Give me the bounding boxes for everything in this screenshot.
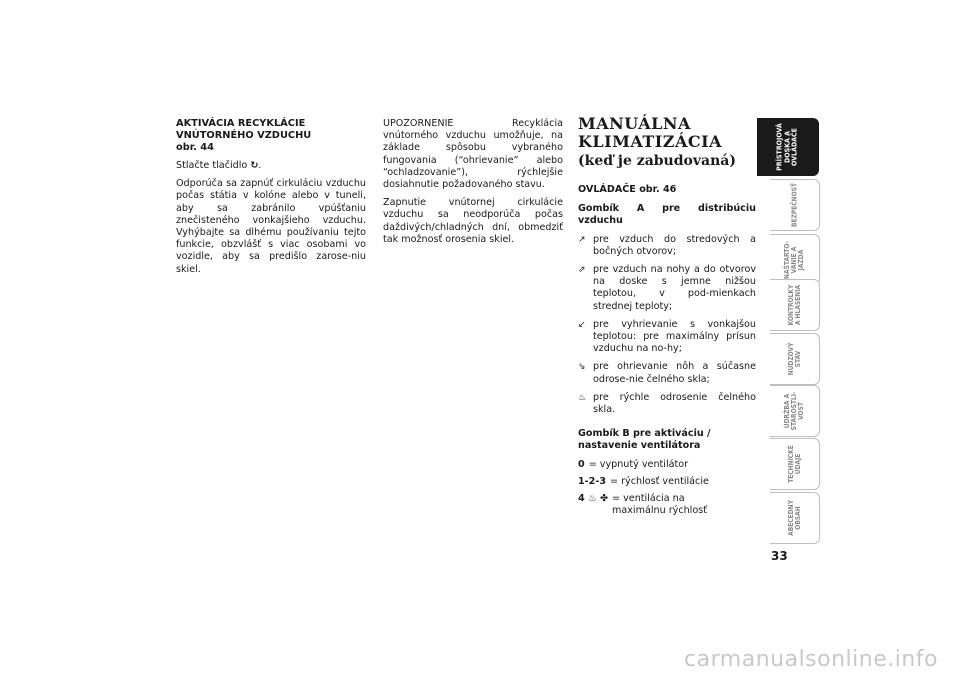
heading-line-1: AKTIVÁCIA RECYKLÁCIE <box>176 118 306 129</box>
knob-a-item <box>578 361 756 385</box>
knob-b-item <box>578 459 756 471</box>
knob-a-item <box>578 392 756 416</box>
recirculation-heading <box>176 118 366 154</box>
recirculation-icon: ↻ <box>250 160 259 171</box>
knob-b-item-text: = vypnutý ventilátor <box>588 458 689 470</box>
knob-b-item <box>578 476 756 488</box>
tab-label: PRÍSTROJOVÁ DOSKA A OVLÁDAČE <box>775 123 799 171</box>
note-text: UPOZORNENIE Recyklácia vnútorného vzduchu umožňuje, na základe spôsobu vybraného fungovania (“ohrievanie” alebo “ochladzovanie”), rýchlejšie dosiahnutie požadovaného stavu. <box>383 118 563 191</box>
knob-b-item-label: 1-2-3 <box>578 475 606 487</box>
press-end: . <box>258 160 262 171</box>
feet-windshield-icon: ⇘ <box>578 362 586 373</box>
tab-safety[interactable] <box>770 179 820 231</box>
knob-b-item-text: = ventilácia na maximálnu rýchlosť <box>612 493 707 517</box>
tab-emergency[interactable] <box>770 333 820 385</box>
figure-reference: obr. 44 <box>176 142 214 153</box>
knob-a-item-text: pre vzduch na nohy a do otvorov na doske s jemne nižšou teplotou, v pod-mienkach strednej teploty; <box>593 264 756 312</box>
tab-label: ÚDRŽBA A STAROSTLI- VOSŤ <box>782 391 806 431</box>
tab-label: TECHNICKÉ ÚDAJE <box>786 445 802 483</box>
tab-technical-data[interactable] <box>770 438 820 490</box>
knob-b-item-label-group <box>578 493 608 517</box>
tab-index[interactable] <box>770 492 820 544</box>
knob-b-heading-line-2: nastavenie ventilátora <box>578 440 701 452</box>
tab-label: BEZPEČNOSŤ <box>789 183 798 227</box>
manual-climate-section <box>578 115 756 522</box>
title-line-1: MANUÁLNA <box>578 114 691 133</box>
watermark: carmanualsonline.info <box>684 647 938 672</box>
tab-label: NAŠTARTO- VANIE A JAZDA <box>782 241 806 279</box>
title-line-3: (keď je zabudovaná) <box>578 153 736 169</box>
knob-a-item-text: pre ohrievanie nôh a súčasne odrose-nie čelného skla; <box>593 361 756 385</box>
controls-label: OVLÁDAČE <box>578 184 636 195</box>
knob-b-heading-line-1: Gombík B pre aktiváciu / <box>578 428 711 440</box>
section-title <box>578 115 756 170</box>
knob-a-item <box>578 234 756 258</box>
feet-icon: ↙ <box>578 319 586 330</box>
feet-face-icon: ⇗ <box>578 265 586 276</box>
knob-a-item-text: pre vyhrievanie s vonkajšou teplotou: pre maximálny prísun vzduchu na no-hy; <box>593 318 756 355</box>
tab-label: NÚDZOVÝ STAV <box>786 342 802 376</box>
tab-instrument-panel[interactable] <box>757 118 819 176</box>
knob-b-item-label: 4 <box>578 493 585 505</box>
knob-a-item <box>578 264 756 313</box>
tab-warning-lights[interactable] <box>770 279 820 331</box>
note-section <box>383 118 563 252</box>
title-line-2: KLIMATIZÁCIA <box>578 132 723 151</box>
press-instruction <box>176 160 366 172</box>
defrost-icon: ♨ <box>588 493 597 505</box>
controls-figure-ref: obr. 46 <box>639 184 677 195</box>
page-number: 33 <box>771 549 788 563</box>
fan-icon: ✤ <box>599 493 609 505</box>
knob-a-item-text: pre rýchle odrosenie čelného skla. <box>593 391 756 416</box>
knob-b-item-label: 0 <box>578 458 585 470</box>
tab-label: KONTROLKY A HLÁSENIA <box>786 284 802 326</box>
knob-b-item <box>578 493 756 517</box>
knob-a-item <box>578 319 756 356</box>
tab-maintenance[interactable] <box>770 385 820 437</box>
recirculation-section <box>176 118 366 282</box>
knob-b-item-text: = rýchlosť ventilácie <box>610 475 709 487</box>
press-text: Stlačte tlačidlo <box>176 160 248 171</box>
face-vents-icon: ↗ <box>578 234 586 245</box>
recirculation-body: Odporúča sa zapnúť cirkuláciu vzduchu počas státia v kolóne alebo v tuneli, aby sa zabránilo vpúšťaniu znečisteného vonkajšieho vzduchu. Vyhýbajte sa dlhému používaniu tejto funkcie, obzvlášť s viac osobami vo vozidle, aby sa predišlo zarose-niu skiel. <box>176 178 366 275</box>
note-body: Zapnutie vnútornej cirkulácie vzduchu sa neodporúča počas daždivých/chladných dní, obmedziť tak možnosť orosenia skiel. <box>383 197 563 245</box>
heading-line-2: VNÚTORNÉHO VZDUCHU <box>176 130 312 141</box>
knob-b-heading <box>578 428 756 452</box>
tab-label: ABECEDNÝ OBSAH <box>786 500 802 536</box>
knob-a-item-text: pre vzduch do stredových a bočných otvorov; <box>593 233 756 257</box>
defrost-icon: ♨ <box>578 392 587 403</box>
knob-a-heading: Gombík A pre distribúciu vzduchu <box>578 203 756 227</box>
controls-heading <box>578 184 756 196</box>
